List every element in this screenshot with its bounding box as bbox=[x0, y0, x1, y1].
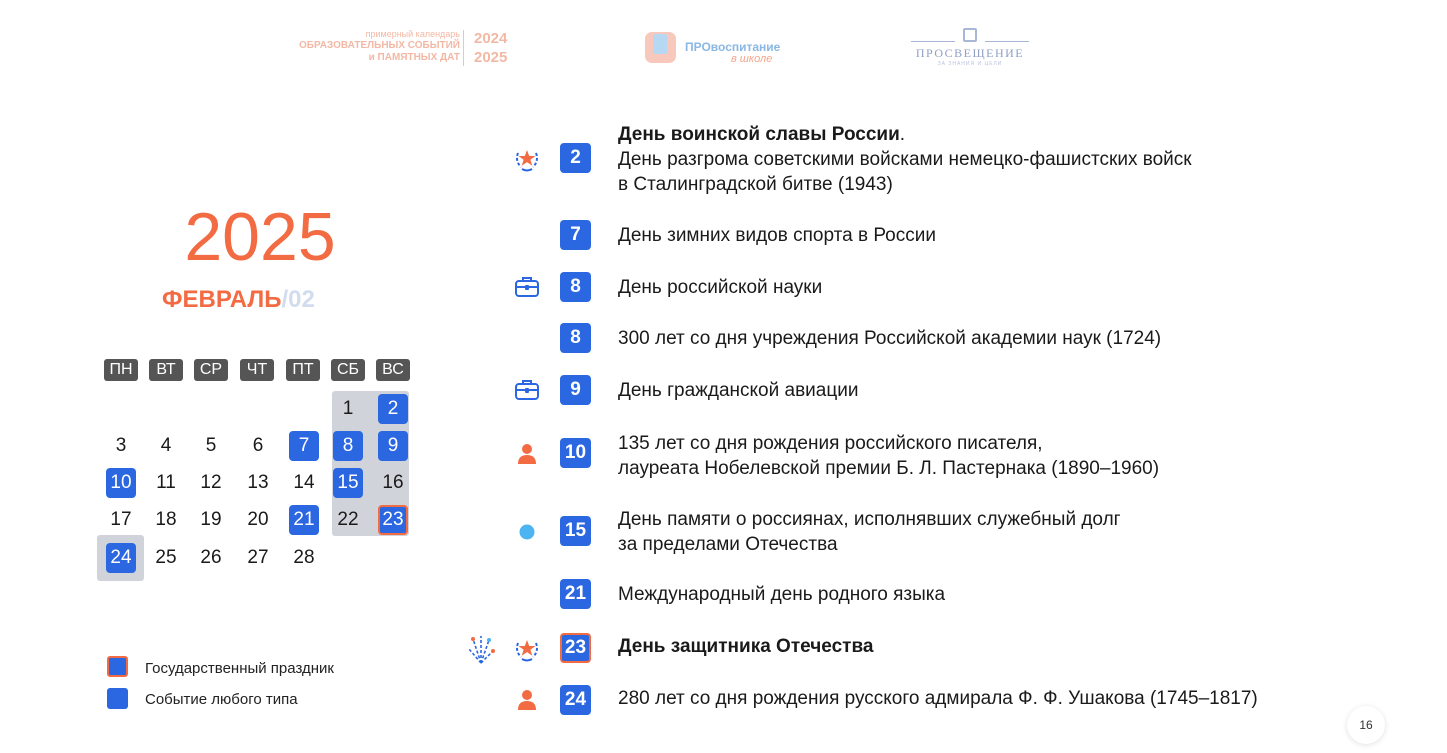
calendar-day: 24 bbox=[106, 543, 136, 573]
weekday-header: ВС bbox=[376, 359, 410, 381]
event-text-line: День гражданской авиации bbox=[618, 380, 859, 401]
event-description bbox=[618, 634, 873, 659]
event-description bbox=[618, 686, 1258, 711]
event-description bbox=[618, 582, 945, 607]
calendar-day: 3 bbox=[115, 435, 127, 456]
event-description bbox=[618, 431, 1159, 481]
year-end: 2025 bbox=[474, 49, 508, 66]
calendar-day: 23 bbox=[378, 505, 408, 535]
calendar-day: 20 bbox=[247, 509, 269, 530]
military-glory-icon bbox=[512, 634, 542, 664]
event-date-badge: 23 bbox=[560, 633, 591, 663]
legend-event-label: Событие любого типа bbox=[145, 691, 298, 708]
event-description bbox=[618, 378, 858, 403]
calendar-day: 5 bbox=[205, 435, 217, 456]
weekday-header: ЧТ bbox=[240, 359, 274, 381]
event-date-badge: 9 bbox=[560, 375, 591, 405]
event-text-line: 280 лет со дня рождения русского адмирала Ф. Ф. Ушакова (1745–1817) bbox=[618, 688, 1258, 709]
calendar-day: 25 bbox=[155, 547, 177, 568]
prosveshchenie-tagline: ЗА ЗНАНИЯ И ЦЕЛИ bbox=[937, 61, 1003, 67]
logo-line-right bbox=[985, 41, 1029, 42]
event-text-line: День памяти о россиянах, исполнявших служебный долг bbox=[618, 509, 1121, 530]
month-number: /02 bbox=[281, 286, 315, 313]
calendar-day: 12 bbox=[200, 472, 222, 493]
event-text-line: 300 лет со дня учреждения Российской академии наук (1724) bbox=[618, 328, 1162, 349]
calendar-heading-line3: и ПАМЯТНЫХ ДАТ bbox=[368, 52, 460, 63]
briefcase-icon bbox=[514, 275, 540, 299]
calendar-day: 6 bbox=[252, 435, 264, 456]
event-description bbox=[618, 122, 1192, 197]
event-text-line: День разгрома советскими войсками немецко-фашистских войск bbox=[618, 149, 1192, 170]
calendar-day: 22 bbox=[337, 509, 359, 530]
calendar-day: 10 bbox=[106, 468, 136, 498]
logo-line-left bbox=[911, 41, 955, 42]
calendar-day: 13 bbox=[247, 472, 269, 493]
weekday-header: ПН bbox=[104, 359, 138, 381]
military-glory-icon bbox=[512, 144, 542, 174]
calendar-day: 8 bbox=[333, 431, 363, 461]
event-text-line: День зимних видов спорта в России bbox=[618, 225, 936, 246]
calendar-day: 2 bbox=[378, 394, 408, 424]
event-date-badge: 8 bbox=[560, 323, 591, 353]
calendar-day: 19 bbox=[200, 509, 222, 530]
event-date-badge: 24 bbox=[560, 685, 591, 715]
event-text-line: за пределами Отечества bbox=[618, 534, 838, 555]
page-number: 16 bbox=[1347, 706, 1385, 744]
month-name: ФЕВРАЛЬ bbox=[162, 286, 282, 313]
calendar-day: 16 bbox=[382, 472, 404, 493]
event-description bbox=[618, 326, 1161, 351]
event-description bbox=[618, 275, 822, 300]
event-description bbox=[618, 507, 1121, 557]
person-icon bbox=[516, 689, 538, 711]
weekday-header: ВТ bbox=[149, 359, 183, 381]
event-text-line: 135 лет со дня рождения российского писателя, bbox=[618, 433, 1043, 454]
event-title-bold: День защитника Отечества bbox=[618, 636, 874, 657]
event-text-line: День российской науки bbox=[618, 277, 823, 298]
calendar-day: 15 bbox=[333, 468, 363, 498]
legend-holiday-swatch bbox=[107, 656, 128, 677]
calendar-day: 26 bbox=[200, 547, 222, 568]
calendar-heading-line1: примерный календарь bbox=[365, 29, 460, 39]
calendar-day: 7 bbox=[289, 431, 319, 461]
event-date-badge: 7 bbox=[560, 220, 591, 250]
event-title-bold: День воинской славы России bbox=[618, 124, 900, 145]
calendar-heading bbox=[270, 28, 460, 64]
event-date-badge: 10 bbox=[560, 438, 591, 468]
calendar-day: 11 bbox=[156, 472, 176, 493]
book-icon bbox=[645, 32, 676, 63]
event-date-badge: 8 bbox=[560, 272, 591, 302]
year-title: 2025 bbox=[184, 199, 336, 275]
event-description bbox=[618, 223, 936, 248]
event-date-badge: 2 bbox=[560, 143, 591, 173]
event-text-line: в Сталинградской битве (1943) bbox=[618, 174, 893, 195]
event-text-line: Международный день родного языка bbox=[618, 584, 946, 605]
calendar-day: 21 bbox=[289, 505, 319, 535]
calendar-day: 14 bbox=[293, 472, 315, 493]
person-icon bbox=[516, 443, 538, 465]
weekday-header: СБ bbox=[331, 359, 365, 381]
calendar-day: 1 bbox=[342, 398, 354, 419]
month-title bbox=[162, 286, 315, 314]
calendar-day: 4 bbox=[160, 435, 172, 456]
prosveshchenie-mark-icon bbox=[963, 28, 977, 42]
event-date-badge: 15 bbox=[560, 516, 591, 546]
provospitanie-logo bbox=[645, 32, 795, 66]
header-divider bbox=[463, 30, 464, 66]
provospitanie-subtitle: в школе bbox=[731, 53, 773, 65]
provospitanie-title: ПРОвоспитание bbox=[685, 40, 781, 54]
fireworks-icon bbox=[465, 633, 497, 665]
year-start: 2024 bbox=[474, 30, 508, 47]
weekday-header: СР bbox=[194, 359, 228, 381]
prosveshchenie-title: ПРОСВЕЩЕНИЕ bbox=[915, 46, 1025, 60]
weekday-header: ПТ bbox=[286, 359, 320, 381]
calendar-day: 28 bbox=[293, 547, 315, 568]
prosveshchenie-logo bbox=[905, 28, 1035, 72]
calendar-heading-line2: ОБРАЗОВАТЕЛЬНЫХ СОБЫТИЙ bbox=[299, 40, 460, 51]
dot-icon bbox=[519, 524, 535, 540]
event-text-line: лауреата Нобелевской премии Б. Л. Пастернака (1890–1960) bbox=[618, 458, 1160, 479]
calendar-day: 9 bbox=[378, 431, 408, 461]
legend-event-swatch bbox=[107, 688, 128, 709]
calendar-day: 27 bbox=[247, 547, 269, 568]
academic-years bbox=[474, 29, 507, 67]
calendar-day: 17 bbox=[110, 509, 132, 530]
calendar-day: 18 bbox=[155, 509, 177, 530]
legend-holiday-label: Государственный праздник bbox=[145, 660, 334, 677]
briefcase-icon bbox=[514, 378, 540, 402]
event-title-punct: . bbox=[899, 124, 906, 145]
event-date-badge: 21 bbox=[560, 579, 591, 609]
